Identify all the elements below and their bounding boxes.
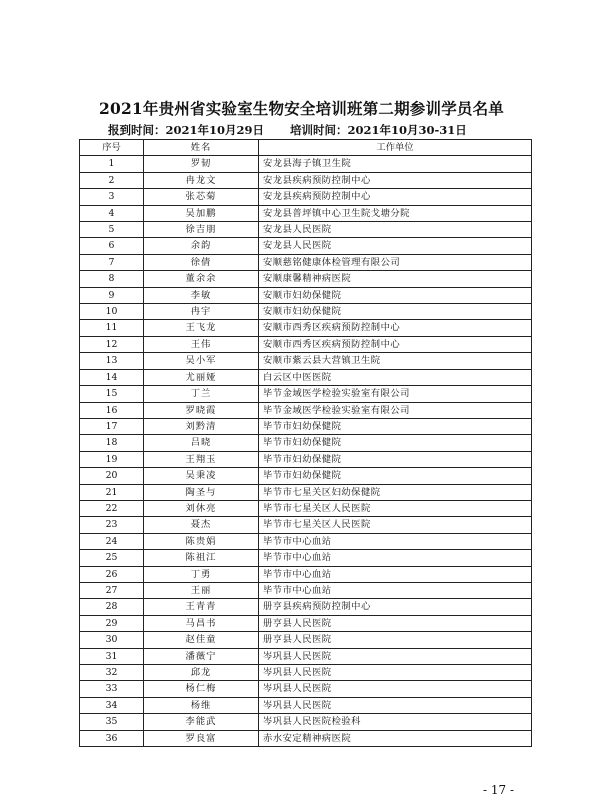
row-name: 罗韧 xyxy=(144,156,259,172)
table-row xyxy=(80,632,532,648)
trainee-table xyxy=(79,139,532,747)
row-unit: 安顺市妇幼保健院 xyxy=(259,304,532,320)
row-unit: 安龙县人民医院 xyxy=(259,222,532,238)
row-number: 30 xyxy=(80,632,144,648)
row-unit: 安龙县普坪镇中心卫生院戈塘分院 xyxy=(259,205,532,221)
row-name: 聂杰 xyxy=(144,517,259,533)
row-name: 吕晓 xyxy=(144,435,259,451)
row-name: 马昌书 xyxy=(144,615,259,631)
table-row xyxy=(80,468,532,484)
schedule-line xyxy=(108,122,467,138)
table-header-row xyxy=(80,140,532,156)
table-row xyxy=(80,386,532,402)
table-row xyxy=(80,418,532,434)
row-name: 罗良富 xyxy=(144,730,259,746)
row-name: 尤丽娅 xyxy=(144,369,259,385)
row-name: 丁兰 xyxy=(144,386,259,402)
training-time: 培训时间：2021年10月30-31日 xyxy=(290,123,467,137)
row-name: 吴加鹏 xyxy=(144,205,259,221)
row-number: 4 xyxy=(80,205,144,221)
table-row xyxy=(80,451,532,467)
table-row xyxy=(80,615,532,631)
row-number: 24 xyxy=(80,533,144,549)
row-number: 7 xyxy=(80,254,144,270)
table-row xyxy=(80,648,532,664)
row-unit: 赤水安定精神病医院 xyxy=(259,730,532,746)
row-number: 12 xyxy=(80,336,144,352)
table-row xyxy=(80,435,532,451)
row-name: 王飞龙 xyxy=(144,320,259,336)
row-unit: 册亨县人民医院 xyxy=(259,615,532,631)
row-unit: 毕节市妇幼保健院 xyxy=(259,435,532,451)
row-unit: 安顺市西秀区疾病预防控制中心 xyxy=(259,336,532,352)
table-row xyxy=(80,500,532,516)
table-row xyxy=(80,271,532,287)
row-number: 9 xyxy=(80,287,144,303)
row-unit: 毕节市妇幼保健院 xyxy=(259,418,532,434)
header-unit: 工作单位 xyxy=(259,140,532,156)
row-name: 罗晓霞 xyxy=(144,402,259,418)
row-unit: 毕节金域医学检验实验室有限公司 xyxy=(259,386,532,402)
table-row xyxy=(80,599,532,615)
row-name: 王丽 xyxy=(144,582,259,598)
row-unit: 毕节市妇幼保健院 xyxy=(259,451,532,467)
row-unit: 毕节市中心血站 xyxy=(259,582,532,598)
row-name: 邱龙 xyxy=(144,665,259,681)
table-row xyxy=(80,517,532,533)
row-number: 26 xyxy=(80,566,144,582)
row-unit: 安龙县人民医院 xyxy=(259,238,532,254)
row-unit: 岑巩县人民医院 xyxy=(259,665,532,681)
table-row xyxy=(80,156,532,172)
row-number: 17 xyxy=(80,418,144,434)
row-name: 杨维 xyxy=(144,697,259,713)
row-unit: 岑巩县人民医院 xyxy=(259,648,532,664)
row-name: 吴小军 xyxy=(144,353,259,369)
row-unit: 毕节市中心血站 xyxy=(259,533,532,549)
row-number: 29 xyxy=(80,615,144,631)
row-unit: 安顺慈铭健康体检管理有限公司 xyxy=(259,254,532,270)
header-number: 序号 xyxy=(80,140,144,156)
row-unit: 安顺市妇幼保健院 xyxy=(259,287,532,303)
table-row xyxy=(80,205,532,221)
row-name: 陈贵娟 xyxy=(144,533,259,549)
row-number: 2 xyxy=(80,172,144,188)
row-name: 余韵 xyxy=(144,238,259,254)
row-number: 23 xyxy=(80,517,144,533)
row-number: 13 xyxy=(80,353,144,369)
row-number: 11 xyxy=(80,320,144,336)
registration-time: 报到时间：2021年10月29日 xyxy=(108,123,265,137)
row-number: 18 xyxy=(80,435,144,451)
row-unit: 安龙县疾病预防控制中心 xyxy=(259,172,532,188)
table-row xyxy=(80,484,532,500)
row-name: 王青青 xyxy=(144,599,259,615)
row-unit: 安龙县海子镇卫生院 xyxy=(259,156,532,172)
table-row xyxy=(80,566,532,582)
row-name: 冉龙文 xyxy=(144,172,259,188)
row-name: 王翔玉 xyxy=(144,451,259,467)
row-unit: 毕节市七星关区妇幼保健院 xyxy=(259,484,532,500)
row-unit: 安顺市紫云县大营镇卫生院 xyxy=(259,353,532,369)
row-number: 34 xyxy=(80,697,144,713)
table-row xyxy=(80,304,532,320)
table-row xyxy=(80,582,532,598)
row-name: 冉宇 xyxy=(144,304,259,320)
row-name: 潘薇宁 xyxy=(144,648,259,664)
row-number: 1 xyxy=(80,156,144,172)
row-name: 赵佳童 xyxy=(144,632,259,648)
row-name: 李敏 xyxy=(144,287,259,303)
row-number: 15 xyxy=(80,386,144,402)
row-number: 33 xyxy=(80,681,144,697)
row-number: 16 xyxy=(80,402,144,418)
table-row xyxy=(80,714,532,730)
row-name: 徐倩 xyxy=(144,254,259,270)
table-row xyxy=(80,681,532,697)
table-body xyxy=(80,156,532,747)
table-row xyxy=(80,665,532,681)
table-row xyxy=(80,402,532,418)
table-row xyxy=(80,238,532,254)
row-number: 21 xyxy=(80,484,144,500)
row-number: 27 xyxy=(80,582,144,598)
row-number: 32 xyxy=(80,665,144,681)
table-row xyxy=(80,730,532,746)
row-name: 李能武 xyxy=(144,714,259,730)
page-number: - 17 - xyxy=(483,783,515,797)
row-number: 8 xyxy=(80,271,144,287)
row-unit: 岑巩县人民医院 xyxy=(259,697,532,713)
row-unit: 岑巩县人民医院检验科 xyxy=(259,714,532,730)
row-number: 35 xyxy=(80,714,144,730)
row-number: 5 xyxy=(80,222,144,238)
table-row xyxy=(80,189,532,205)
row-unit: 册亨县人民医院 xyxy=(259,632,532,648)
row-number: 10 xyxy=(80,304,144,320)
row-number: 31 xyxy=(80,648,144,664)
row-name: 陈祖江 xyxy=(144,550,259,566)
row-name: 董余余 xyxy=(144,271,259,287)
row-number: 14 xyxy=(80,369,144,385)
row-number: 25 xyxy=(80,550,144,566)
table-row xyxy=(80,369,532,385)
row-unit: 安顺市西秀区疾病预防控制中心 xyxy=(259,320,532,336)
row-name: 张芯菊 xyxy=(144,189,259,205)
row-name: 王伟 xyxy=(144,336,259,352)
header-name: 姓名 xyxy=(144,140,259,156)
row-name: 刘黔清 xyxy=(144,418,259,434)
row-unit: 毕节市七星关区人民医院 xyxy=(259,517,532,533)
row-unit: 岑巩县人民医院 xyxy=(259,681,532,697)
row-name: 徐吉朋 xyxy=(144,222,259,238)
row-unit: 毕节市中心血站 xyxy=(259,566,532,582)
row-number: 22 xyxy=(80,500,144,516)
table-row xyxy=(80,533,532,549)
table-row xyxy=(80,287,532,303)
row-name: 丁勇 xyxy=(144,566,259,582)
table-row xyxy=(80,550,532,566)
row-unit: 毕节市七星关区人民医院 xyxy=(259,500,532,516)
row-name: 陶圣与 xyxy=(144,484,259,500)
row-name: 杨仁梅 xyxy=(144,681,259,697)
row-number: 19 xyxy=(80,451,144,467)
row-unit: 白云区中医医院 xyxy=(259,369,532,385)
row-unit: 毕节市妇幼保健院 xyxy=(259,468,532,484)
row-unit: 安顺康馨精神病医院 xyxy=(259,271,532,287)
document-title: 2021年贵州省实验室生物安全培训班第二期参训学员名单 xyxy=(98,99,505,118)
table-row xyxy=(80,172,532,188)
row-number: 3 xyxy=(80,189,144,205)
row-number: 6 xyxy=(80,238,144,254)
table-row xyxy=(80,320,532,336)
row-unit: 毕节金域医学检验实验室有限公司 xyxy=(259,402,532,418)
row-number: 36 xyxy=(80,730,144,746)
table-row xyxy=(80,697,532,713)
table-row xyxy=(80,222,532,238)
row-unit: 安龙县疾病预防控制中心 xyxy=(259,189,532,205)
row-name: 吴秉凌 xyxy=(144,468,259,484)
table-row xyxy=(80,353,532,369)
row-unit: 册亨县疾病预防控制中心 xyxy=(259,599,532,615)
table-row xyxy=(80,336,532,352)
row-number: 20 xyxy=(80,468,144,484)
row-number: 28 xyxy=(80,599,144,615)
row-unit: 毕节市中心血站 xyxy=(259,550,532,566)
row-name: 刘休亮 xyxy=(144,500,259,516)
table-row xyxy=(80,254,532,270)
